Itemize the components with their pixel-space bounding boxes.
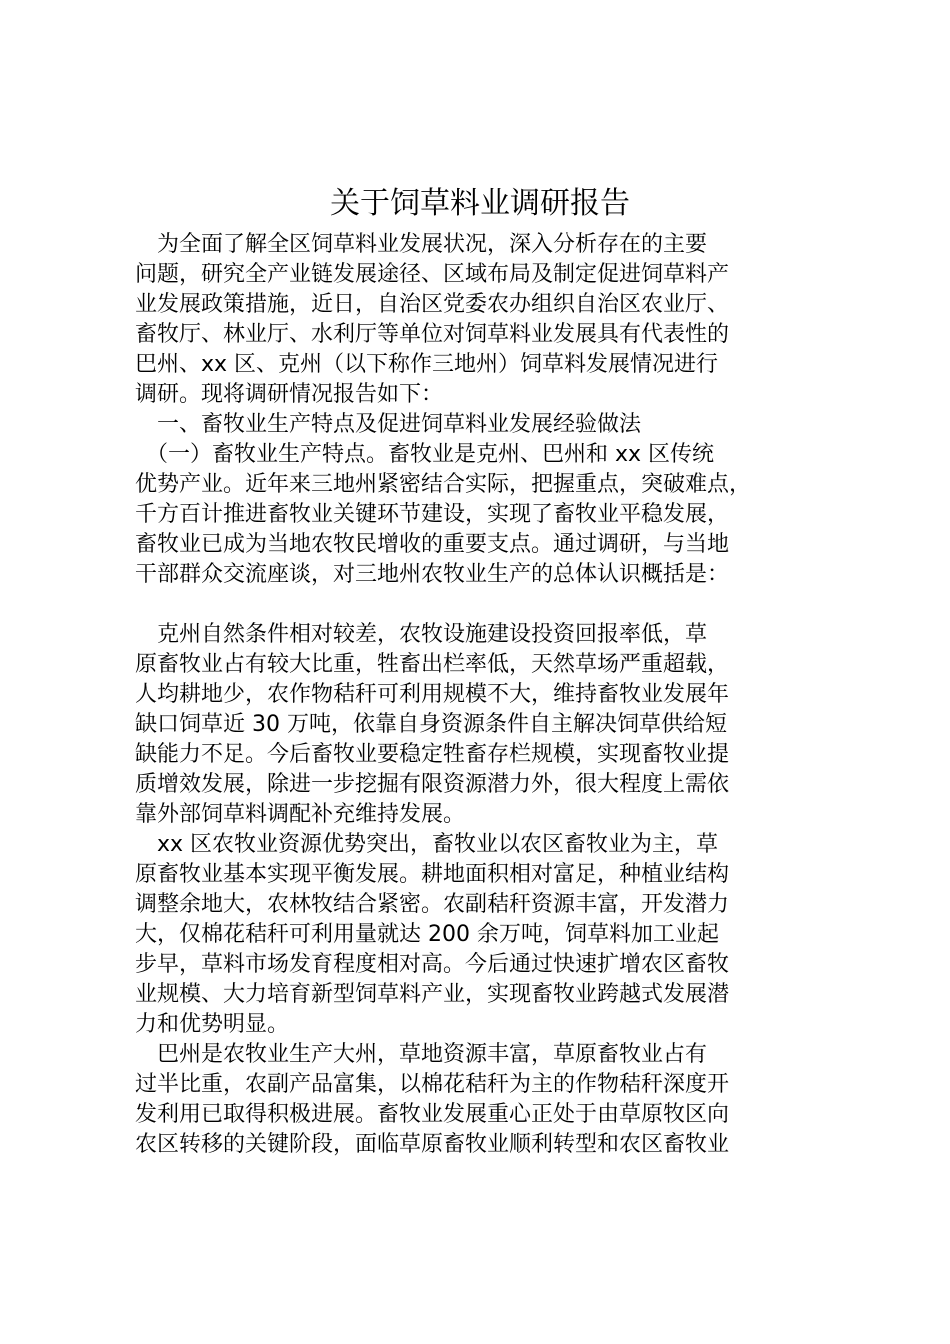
text-line: 缺能力不足。今后畜牧业要稳定牲畜存栏规模，实现畜牧业提 (135, 742, 730, 767)
text-line: 过半比重，农副产品富集，以棉花秸秆为主的作物秸秆深度开 (135, 1072, 730, 1097)
text-line: 畜牧厅、林业厅、水利厅等单位对饲草料业发展具有代表性的 (135, 322, 730, 347)
text-line: xx 区农牧业资源优势突出，畜牧业以农区畜牧业为主，草 (135, 832, 719, 857)
text-line: 调整余地大，农林牧结合紧密。农副秸秆资源丰富，开发潜力 (135, 892, 730, 917)
text-line: 优势产业。近年来三地州紧密结合实际，把握重点，突破难点， (135, 472, 752, 497)
document-title: 关于饲草料业调研报告 (330, 186, 630, 221)
text-line: 原畜牧业基本实现平衡发展。耕地面积相对富足，种植业结构 (135, 862, 730, 887)
text-line: 干部群众交流座谈，对三地州农牧业生产的总体认识概括是： (135, 562, 730, 587)
text-line: 农区转移的关键阶段，面临草原畜牧业顺利转型和农区畜牧业 (135, 1132, 730, 1157)
text-line: （一）畜牧业生产特点。畜牧业是克州、巴州和 xx 区传统 (135, 442, 715, 467)
document-body (135, 230, 835, 1160)
text-line: 质增效发展，除进一步挖掘有限资源潜力外，很大程度上需依 (135, 772, 730, 797)
text-line: 力和优势明显。 (135, 1012, 290, 1037)
text-line: 问题，研究全产业链发展途径、区域布局及制定促进饲草料产 (135, 262, 730, 287)
text-line: 靠外部饲草料调配补充维持发展。 (135, 802, 466, 827)
blank-line (135, 590, 835, 620)
text-line: 巴州是农牧业生产大州，草地资源丰富，草原畜牧业占有 (135, 1042, 708, 1067)
text-line: 缺口饲草近 30 万吨，依靠自身资源条件自主解决饲草供给短 (135, 712, 727, 737)
text-line: 业规模、大力培育新型饲草料产业，实现畜牧业跨越式发展潜 (135, 982, 730, 1007)
text-line: 原畜牧业占有较大比重，牲畜出栏率低，天然草场严重超载， (135, 652, 730, 677)
text-line: 大，仅棉花秸秆可利用量就达 200 余万吨，饲草料加工业起 (135, 922, 719, 947)
text-line: 畜牧业已成为当地农牧民增收的重要支点。通过调研，与当地 (135, 532, 730, 557)
text-line: 为全面了解全区饲草料业发展状况，深入分析存在的主要 (135, 232, 708, 257)
text-line: 千方百计推进畜牧业关键环节建设，实现了畜牧业平稳发展， (135, 502, 730, 527)
text-line: 发利用已取得积极进展。畜牧业发展重心正处于由草原牧区向 (135, 1102, 730, 1127)
text-line: 调研。现将调研情况报告如下： (135, 382, 444, 407)
text-line: 人均耕地少，农作物秸秆可利用规模不大，维持畜牧业发展年 (135, 682, 730, 707)
text-line: 步早，草料市场发育程度相对高。今后通过快速扩增农区畜牧 (135, 952, 730, 977)
text-line: 克州自然条件相对较差，农牧设施建设投资回报率低，草 (135, 622, 708, 647)
section-heading: 一、畜牧业生产特点及促进饲草料业发展经验做法 (135, 412, 642, 437)
text-line: 巴州、xx 区、克州（以下称作三地州）饲草料发展情况进行 (135, 352, 719, 377)
text-line: 业发展政策措施，近日，自治区党委农办组织自治区农业厅、 (135, 292, 730, 317)
